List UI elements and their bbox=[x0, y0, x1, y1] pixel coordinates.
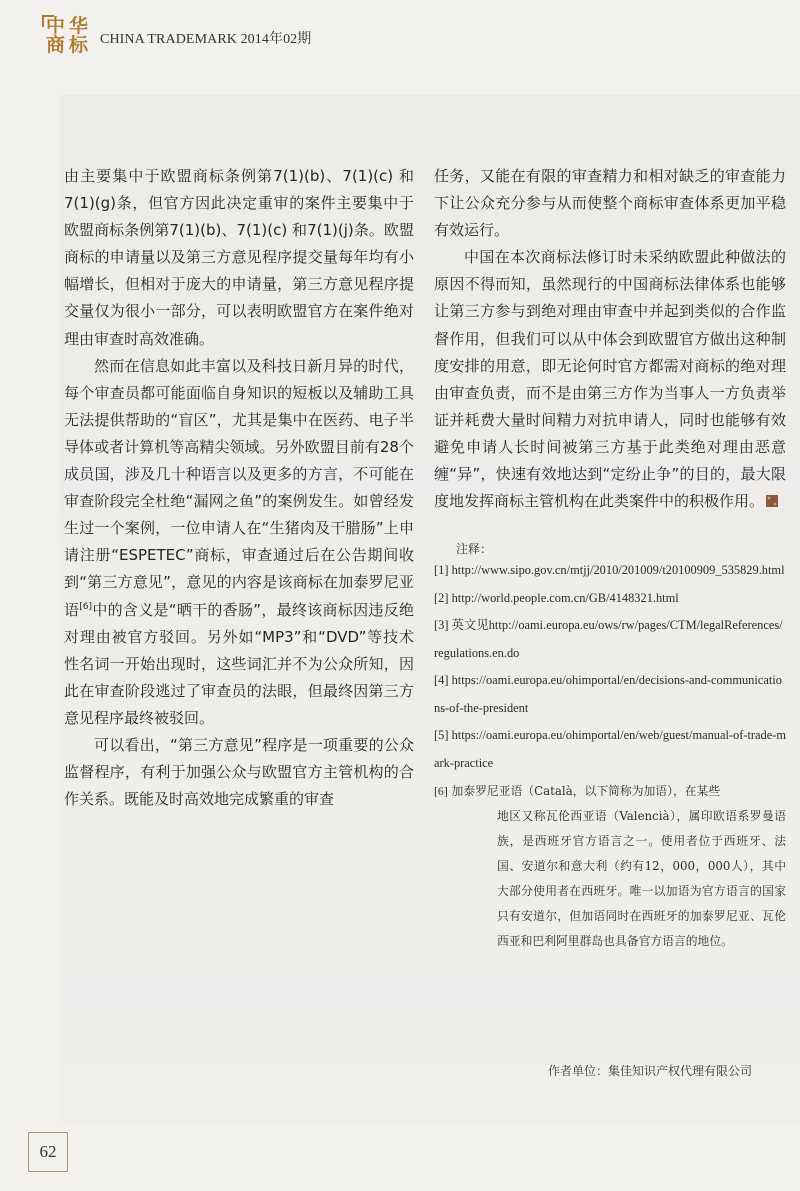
journal-logo bbox=[42, 15, 96, 55]
right-paragraph-2-text: 中国在本次商标法修订时未采纳欧盟此种做法的原因不得而知，虽然现行的中国商标法律体系也能够让第三方参与到绝对理由审查中并起到类似的合作监督作用，但我们可以从中体会到欧盟官方做出这种制度安排的用意，即无论何时官方都需对商标的绝对理由审查负责，而不是由第三方作为当事人一方负责举证并耗费大量时间精力对抗申请人，同时也能够有效避免申请人长时间被第三方基于此类绝对理由恶意缠“异”，快速有效地达到“定纷止争”的目的，最大限度地发挥商标主管机构在此类案件中的积极作用。 bbox=[434, 248, 786, 511]
masthead bbox=[42, 14, 311, 56]
left-paragraph-3: 可以看出，“第三方意见”程序是一项重要的公众监督程序，有利于加强公众与欧盟官方主管机构的合作关系。既能及时高效地完成繁重的审查 bbox=[64, 735, 414, 809]
left-column bbox=[64, 163, 414, 813]
right-paragraph-2 bbox=[434, 244, 786, 515]
note-6-first-line: 加泰罗尼亚语（Català，以下简称为加语），在某些 bbox=[451, 784, 721, 798]
left-paragraph-2-a: 然而在信息如此丰富以及科技日新月异的时代，每个审查员都可能面临自身知识的短板以及辅助工具无法提供帮助的“盲区”，尤其是集中在医药、电子半导体或者计算机等高精尖领域。另外欧盟目前有28个成员国，涉及几十种语言以及更多的方言，不可能在审查阶段完全杜绝“漏网之鱼”的案例发生。如曾经发生过一个案例，一位申请人在“生猪肉及干腊肠”上申请注册“ESPETEC”商标，审查通过后在公告期间收到“第三方意见”，意见的内容是该商标在加泰罗尼亚语 bbox=[64, 356, 414, 619]
page-number: 62 bbox=[28, 1132, 68, 1172]
masthead-title: CHINA TRADEMARK 2014年02期 bbox=[100, 32, 312, 47]
note-link[interactable]: http://world.people.com.cn/GB/4148321.html bbox=[451, 590, 679, 605]
footnote-ref-6[interactable]: [6] bbox=[79, 601, 93, 612]
logo-char: 华 bbox=[69, 15, 89, 37]
logo-char: 标 bbox=[69, 34, 89, 56]
note-number: [1] bbox=[434, 563, 449, 577]
note-item bbox=[434, 722, 786, 777]
note-item bbox=[434, 667, 786, 722]
note-link[interactable]: 英文见http://oami.europa.eu/ows/rw/pages/CTM/legalReferences/regulations.en.do bbox=[434, 618, 783, 660]
note-item-6 bbox=[434, 779, 786, 954]
author-affiliation: 作者单位：集佳知识产权代理有限公司 bbox=[548, 1064, 753, 1078]
end-mark-icon bbox=[766, 495, 778, 507]
note-number: [3] bbox=[434, 618, 449, 632]
left-paragraph-1: 由主要集中于欧盟商标条例第7(1)(b)、7(1)(c) 和7(1)(g)条，但官方因此决定重审的案件主要集中于欧盟商标条例第7(1)(b)、7(1)(c) 和7(1)(j)条。欧盟商标的申请量以及第三方意见程序提交量每年均有小幅增长，但相对于庞大的申请量，第三方意见程序提交量仅为很小一部分，可以表明欧盟官方在案件绝对理由审查时高效准确。 bbox=[64, 167, 414, 348]
note-6-continuation: 地区又称瓦伦西亚语（Valencià），属印欧语系罗曼语族，是西班牙官方语言之一。使用者位于西班牙、法国、安道尔和意大利（约有12，000，000人），其中大部分使用者在西班牙。唯一以加语为官方语言的国家只有安道尔，但加语同时在西班牙的加泰罗尼亚、瓦伦西亚和巴利阿里群岛也具备官方语言的地位。 bbox=[497, 809, 786, 948]
note-number: [6] bbox=[434, 784, 448, 798]
right-column bbox=[434, 163, 786, 515]
note-link[interactable]: https://oami.europa.eu/ohimportal/en/web/guest/manual-of-trade-mark-practice bbox=[434, 728, 787, 770]
note-link[interactable]: https://oami.europa.eu/ohimportal/en/decisions-and-communications-of-the-president bbox=[434, 673, 782, 715]
notes-section bbox=[434, 540, 786, 954]
logo-char: 中 bbox=[46, 15, 66, 37]
note-number: [2] bbox=[434, 590, 449, 605]
left-paragraph-2 bbox=[64, 353, 414, 732]
note-item bbox=[434, 612, 786, 667]
note-item bbox=[434, 585, 786, 613]
note-number: [4] bbox=[434, 673, 449, 687]
logo-char: 商 bbox=[46, 34, 66, 56]
note-number: [5] bbox=[434, 728, 449, 742]
notes-title: 注释： bbox=[456, 542, 493, 556]
note-link[interactable]: http://www.sipo.gov.cn/mtjj/2010/201009/t20100909_535829.html bbox=[451, 563, 785, 577]
note-item bbox=[434, 557, 786, 585]
left-paragraph-2-b: 中的含义是“晒干的香肠”，最终该商标因违反绝对理由被官方驳回。另外如“MP3”和“DVD”等技术性名词一开始出现时，这些词汇并不为公众所知，因此在审查阶段逃过了审查员的法眼，但最终因第三方意见程序最终被驳回。 bbox=[64, 600, 414, 727]
right-paragraph-1: 任务，又能在有限的审查精力和相对缺乏的审查能力下让公众充分参与从而使整个商标审查体系更加平稳有效运行。 bbox=[434, 167, 786, 240]
